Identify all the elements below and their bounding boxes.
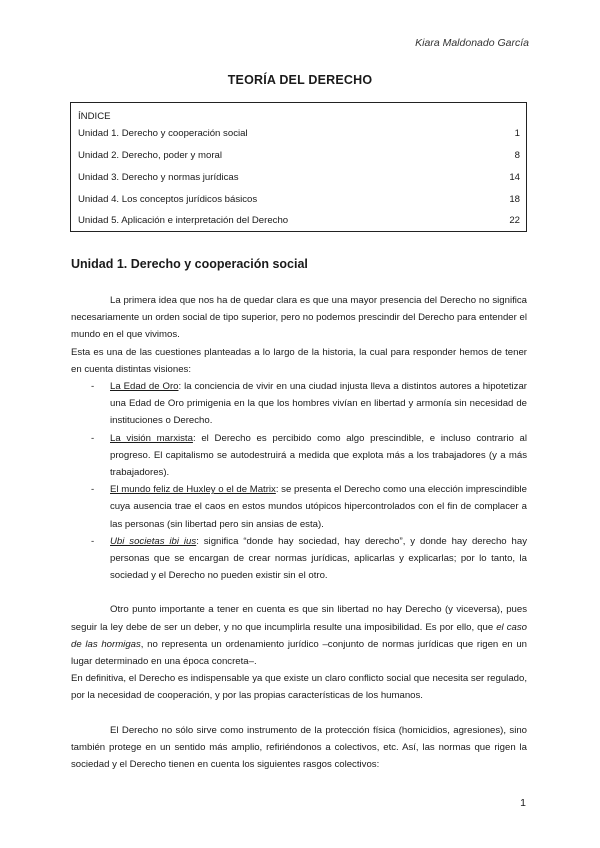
- toc-entry-label: Unidad 4. Los conceptos jurídicos básicos: [78, 194, 258, 205]
- list-item: [71, 481, 527, 533]
- table-of-contents: [70, 102, 527, 232]
- toc-heading: ÍNDICE: [78, 111, 111, 122]
- paragraph: Esta es una de las cuestiones planteadas a lo largo de la historia, la cual para responder hemos de tener en cuenta distintas visiones:: [71, 346, 527, 375]
- toc-entry-page: 14: [509, 172, 520, 183]
- section-heading: Unidad 1. Derecho y cooperación social: [71, 257, 308, 271]
- list-item-term: La visión marxista: [110, 432, 193, 444]
- list-item: [71, 378, 527, 430]
- toc-entry-label: Unidad 1. Derecho y cooperación social: [78, 128, 248, 139]
- toc-entry[interactable]: [78, 150, 520, 164]
- toc-entry-label: Unidad 3. Derecho y normas jurídicas: [78, 172, 239, 183]
- list-item-text: : significa “donde hay sociedad, hay derecho”, y donde hay derecho hay personas que se encargan de crear normas jurídicas, aplicarlas y explicarlas; por lo tanto, la sociedad y el Derecho no pueden existir sin el otro.: [110, 535, 527, 582]
- toc-entry-label: Unidad 5. Aplicación e interpretación del Derecho: [78, 215, 289, 226]
- toc-entry-page: 8: [514, 150, 520, 161]
- toc-entry-page: 18: [509, 194, 520, 205]
- list-item-term: Ubi societas ibi ius: [110, 535, 197, 547]
- toc-entry-page: 1: [514, 128, 520, 139]
- list-item-term: El mundo feliz de Huxley o el de Matrix: [110, 484, 276, 496]
- section-body: [71, 292, 527, 773]
- visions-list: [71, 378, 527, 584]
- toc-entry[interactable]: [78, 172, 520, 186]
- paragraph: Otro punto importante a tener en cuenta es que sin libertad no hay Derecho (y viceversa), pues seguir la ley debe de ser un deber, y no que incumplirla resulte una imposibilidad. Es por ello, que el caso de las hormigas, no representa un ordenamiento jurídico –conjunto de normas jurídicas que rigen en un lugar determinado en una época concreta–.: [71, 604, 527, 668]
- toc-entry-page: 22: [509, 215, 520, 226]
- paragraph: El Derecho no sólo sirve como instrumento de la protección física (homicidios, agresiones), sino también protege en un sentido más amplio, refiriéndonos a colectivos, etc. Así, las normas que rigen la sociedad y el Derecho tienen en cuenta los siguientes rasgos colectivos:: [71, 724, 527, 771]
- list-item-text: : la conciencia de vivir en una ciudad injusta lleva a distintos autores a hipotetizar una Edad de Oro primigenia en la que los hombres vivían en libertad y armonía sin necesidad de instituciones o Derecho.: [110, 381, 527, 427]
- toc-entry[interactable]: [78, 194, 520, 208]
- paragraph: La primera idea que nos ha de quedar clara es que una mayor presencia del Derecho no significa necesariamente un orden social de tipo superior, pero no podemos prescindir del Derecho para entender el mundo en el que vivimos.: [71, 295, 527, 341]
- page-number: 1: [520, 797, 526, 809]
- list-item-text: : se presenta el Derecho como una elección imprescindible cuya ausencia trae el caos en estos mundos utópicos hipercontrolados con el fin de complacer a las personas (sin libertad pero sin ansias de esta).: [110, 484, 528, 530]
- paragraph: En definitiva, el Derecho es indispensable ya que existe un claro conflicto social que necesita ser regulado, por la necesidad de cooperación, y por las propias características de los humanos.: [71, 673, 527, 702]
- toc-entry-label: Unidad 2. Derecho, poder y moral: [78, 150, 222, 161]
- toc-entry[interactable]: [78, 128, 520, 142]
- list-item-text: : el Derecho es percibido como algo prescindible, e incluso contrario al progreso. El capitalismo se autodestruirá a medida que explota más a los trabajadores (y a más trabajadores).: [110, 432, 528, 479]
- document-title: TEORÍA DEL DERECHO: [227, 73, 373, 87]
- toc-entry[interactable]: [78, 215, 520, 229]
- list-item: [71, 430, 527, 482]
- list-item-term: La Edad de Oro: [110, 381, 179, 393]
- emphasis: el caso de las hormigas: [71, 621, 527, 650]
- header-author: Kiara Maldonado García: [415, 37, 529, 49]
- list-item: [71, 533, 527, 585]
